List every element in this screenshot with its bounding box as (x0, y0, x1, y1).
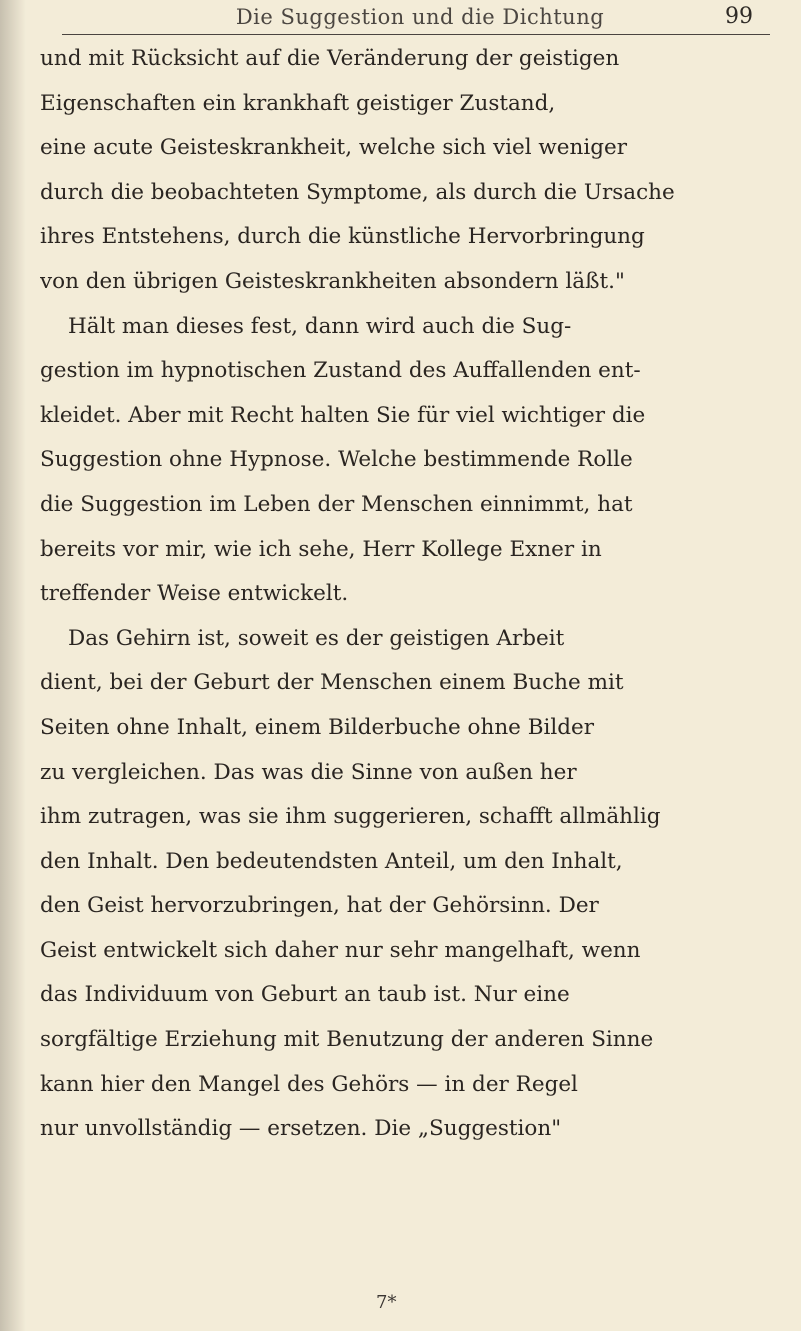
page-number: 99 (725, 4, 753, 29)
text-line: den Inhalt. Den bedeutendsten Anteil, um den Inhalt, (40, 848, 623, 874)
text-line: den Geist hervorzubringen, hat der Gehörsinn. Der (40, 893, 599, 919)
text-line: zu vergleichen. Das was die Sinne von außen her (40, 759, 577, 785)
text-line: kleidet. Aber mit Recht halten Sie für viel wichtiger die (40, 402, 646, 428)
text-line: ihres Entstehens, durch die künstliche Hervorbringung (40, 224, 645, 250)
header-rule (62, 34, 770, 35)
running-title: Die Suggestion und die Dichtung (235, 5, 605, 29)
text-line: kann hier den Mangel des Gehörs — in der Regel (40, 1071, 578, 1097)
text-line: Seiten ohne Inhalt, einem Bilderbuche ohne Bilder (40, 714, 595, 740)
text-line: dient, bei der Geburt der Menschen einem Buche mit (40, 670, 624, 696)
text-line: Hält man dieses fest, dann wird auch die Sug- (68, 313, 572, 339)
text-line: die Suggestion im Leben der Menschen einnimmt, hat (40, 491, 633, 517)
text-line: gestion im hypnotischen Zustand des Auffallenden ent- (40, 358, 641, 384)
body-text (40, 37, 770, 1152)
text-line: Das Gehirn ist, soweit es der geistigen Arbeit (68, 625, 565, 651)
text-line: Geist entwickelt sich daher nur sehr mangelhaft, wenn (40, 937, 641, 963)
text-line: Suggestion ohne Hypnose. Welche bestimmende Rolle (40, 447, 633, 473)
text-line: treffender Weise entwickelt. (40, 581, 349, 607)
text-line: sorgfältige Erziehung mit Benutzung der anderen Sinne (40, 1027, 654, 1053)
signature-mark: 7* (376, 1292, 397, 1313)
text-line: ihm zutragen, was sie ihm suggerieren, schafft allmählig (40, 804, 661, 830)
text-line: nur unvollständig — ersetzen. Die „Suggestion" (40, 1116, 562, 1142)
text-line: und mit Rücksicht auf die Veränderung der geistigen (40, 46, 620, 71)
text-line: bereits vor mir, wie ich sehe, Herr Kollege Exner in (40, 536, 602, 562)
text-line: eine acute Geisteskrankheit, welche sich viel weniger (40, 135, 628, 161)
text-line: das Individuum von Geburt an taub ist. Nur eine (40, 982, 570, 1008)
text-line: durch die beobachteten Symptome, als durch die Ursache (40, 179, 675, 205)
text-line: Eigenschaften ein krankhaft geistiger Zustand, (40, 90, 556, 116)
running-header (40, 0, 775, 38)
page-gutter-shadow (0, 0, 26, 1331)
text-line: von den übrigen Geisteskrankheiten absondern läßt." (40, 268, 625, 294)
